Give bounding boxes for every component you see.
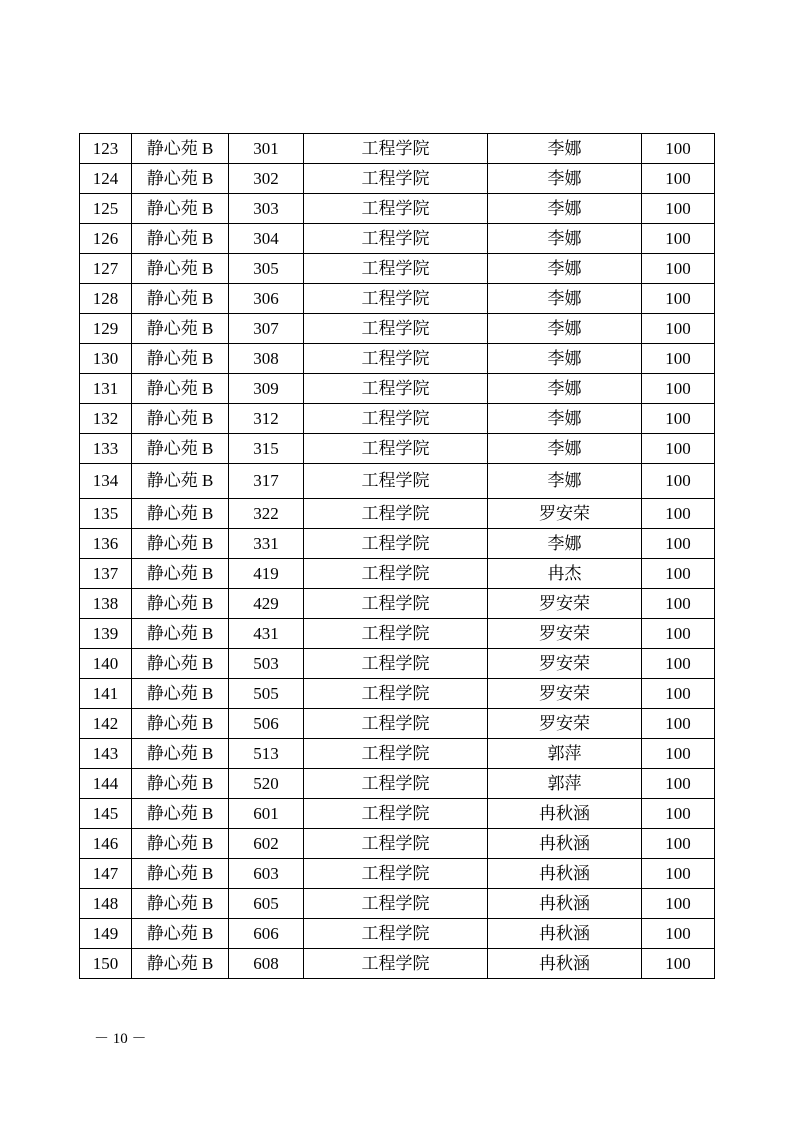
manager-cell: 李娜 <box>488 529 642 559</box>
manager-cell: 罗安荣 <box>488 709 642 739</box>
building-cell: 静心苑 B <box>132 649 229 679</box>
room-cell: 520 <box>229 769 304 799</box>
room-cell: 503 <box>229 649 304 679</box>
building-cell: 静心苑 B <box>132 949 229 979</box>
college-cell: 工程学院 <box>304 374 488 404</box>
room-cell: 317 <box>229 464 304 499</box>
manager-cell: 李娜 <box>488 284 642 314</box>
building-cell: 静心苑 B <box>132 859 229 889</box>
college-cell: 工程学院 <box>304 344 488 374</box>
row-index-cell: 139 <box>80 619 132 649</box>
manager-cell: 李娜 <box>488 404 642 434</box>
row-index-cell: 143 <box>80 739 132 769</box>
manager-cell: 冉秋涵 <box>488 859 642 889</box>
building-cell: 静心苑 B <box>132 314 229 344</box>
table-row <box>80 559 715 589</box>
table-row <box>80 919 715 949</box>
table-row <box>80 589 715 619</box>
score-cell: 100 <box>642 949 715 979</box>
table-row <box>80 859 715 889</box>
row-index-cell: 141 <box>80 679 132 709</box>
room-cell: 308 <box>229 344 304 374</box>
building-cell: 静心苑 B <box>132 224 229 254</box>
row-index-cell: 132 <box>80 404 132 434</box>
table-row <box>80 344 715 374</box>
row-index-cell: 145 <box>80 799 132 829</box>
room-cell: 303 <box>229 194 304 224</box>
table-row <box>80 949 715 979</box>
college-cell: 工程学院 <box>304 649 488 679</box>
college-cell: 工程学院 <box>304 404 488 434</box>
manager-cell: 罗安荣 <box>488 649 642 679</box>
room-cell: 331 <box>229 529 304 559</box>
college-cell: 工程学院 <box>304 589 488 619</box>
score-cell: 100 <box>642 829 715 859</box>
table-row <box>80 799 715 829</box>
room-cell: 305 <box>229 254 304 284</box>
college-cell: 工程学院 <box>304 314 488 344</box>
building-cell: 静心苑 B <box>132 374 229 404</box>
table-row <box>80 404 715 434</box>
building-cell: 静心苑 B <box>132 254 229 284</box>
table-row <box>80 889 715 919</box>
college-cell: 工程学院 <box>304 619 488 649</box>
manager-cell: 李娜 <box>488 134 642 164</box>
table-row <box>80 134 715 164</box>
college-cell: 工程学院 <box>304 709 488 739</box>
row-index-cell: 125 <box>80 194 132 224</box>
room-cell: 606 <box>229 919 304 949</box>
building-cell: 静心苑 B <box>132 559 229 589</box>
score-cell: 100 <box>642 164 715 194</box>
score-cell: 100 <box>642 529 715 559</box>
building-cell: 静心苑 B <box>132 919 229 949</box>
room-cell: 506 <box>229 709 304 739</box>
manager-cell: 冉杰 <box>488 559 642 589</box>
college-cell: 工程学院 <box>304 164 488 194</box>
college-cell: 工程学院 <box>304 434 488 464</box>
building-cell: 静心苑 B <box>132 404 229 434</box>
row-index-cell: 127 <box>80 254 132 284</box>
table-row <box>80 224 715 254</box>
college-cell: 工程学院 <box>304 679 488 709</box>
score-cell: 100 <box>642 859 715 889</box>
room-cell: 513 <box>229 739 304 769</box>
building-cell: 静心苑 B <box>132 499 229 529</box>
score-cell: 100 <box>642 134 715 164</box>
building-cell: 静心苑 B <box>132 464 229 499</box>
table-row <box>80 829 715 859</box>
score-cell: 100 <box>642 679 715 709</box>
manager-cell: 冉秋涵 <box>488 919 642 949</box>
room-cell: 429 <box>229 589 304 619</box>
score-cell: 100 <box>642 464 715 499</box>
room-cell: 322 <box>229 499 304 529</box>
dormitory-table <box>79 133 715 979</box>
building-cell: 静心苑 B <box>132 284 229 314</box>
building-cell: 静心苑 B <box>132 529 229 559</box>
room-cell: 307 <box>229 314 304 344</box>
table-row <box>80 194 715 224</box>
room-cell: 306 <box>229 284 304 314</box>
manager-cell: 李娜 <box>488 224 642 254</box>
table-row <box>80 769 715 799</box>
room-cell: 302 <box>229 164 304 194</box>
score-cell: 100 <box>642 589 715 619</box>
building-cell: 静心苑 B <box>132 709 229 739</box>
college-cell: 工程学院 <box>304 464 488 499</box>
table-row <box>80 434 715 464</box>
row-index-cell: 144 <box>80 769 132 799</box>
score-cell: 100 <box>642 709 715 739</box>
table-row <box>80 649 715 679</box>
building-cell: 静心苑 B <box>132 799 229 829</box>
row-index-cell: 142 <box>80 709 132 739</box>
building-cell: 静心苑 B <box>132 344 229 374</box>
college-cell: 工程学院 <box>304 829 488 859</box>
room-cell: 601 <box>229 799 304 829</box>
score-cell: 100 <box>642 224 715 254</box>
manager-cell: 李娜 <box>488 434 642 464</box>
manager-cell: 李娜 <box>488 464 642 499</box>
score-cell: 100 <box>642 919 715 949</box>
row-index-cell: 131 <box>80 374 132 404</box>
room-cell: 431 <box>229 619 304 649</box>
college-cell: 工程学院 <box>304 224 488 254</box>
row-index-cell: 150 <box>80 949 132 979</box>
score-cell: 100 <box>642 434 715 464</box>
row-index-cell: 147 <box>80 859 132 889</box>
college-cell: 工程学院 <box>304 499 488 529</box>
college-cell: 工程学院 <box>304 919 488 949</box>
row-index-cell: 129 <box>80 314 132 344</box>
manager-cell: 冉秋涵 <box>488 829 642 859</box>
row-index-cell: 146 <box>80 829 132 859</box>
college-cell: 工程学院 <box>304 889 488 919</box>
manager-cell: 李娜 <box>488 374 642 404</box>
score-cell: 100 <box>642 194 715 224</box>
row-index-cell: 133 <box>80 434 132 464</box>
score-cell: 100 <box>642 889 715 919</box>
building-cell: 静心苑 B <box>132 619 229 649</box>
room-cell: 309 <box>229 374 304 404</box>
page-number: － 10 － <box>94 1031 147 1047</box>
building-cell: 静心苑 B <box>132 739 229 769</box>
building-cell: 静心苑 B <box>132 434 229 464</box>
manager-cell: 罗安荣 <box>488 499 642 529</box>
row-index-cell: 149 <box>80 919 132 949</box>
table-row <box>80 254 715 284</box>
score-cell: 100 <box>642 254 715 284</box>
score-cell: 100 <box>642 314 715 344</box>
row-index-cell: 138 <box>80 589 132 619</box>
table-row <box>80 619 715 649</box>
table-row <box>80 529 715 559</box>
manager-cell: 郭萍 <box>488 769 642 799</box>
score-cell: 100 <box>642 739 715 769</box>
table-row <box>80 284 715 314</box>
room-cell: 505 <box>229 679 304 709</box>
score-cell: 100 <box>642 769 715 799</box>
college-cell: 工程学院 <box>304 769 488 799</box>
room-cell: 312 <box>229 404 304 434</box>
manager-cell: 李娜 <box>488 314 642 344</box>
score-cell: 100 <box>642 344 715 374</box>
manager-cell: 郭萍 <box>488 739 642 769</box>
row-index-cell: 137 <box>80 559 132 589</box>
room-cell: 602 <box>229 829 304 859</box>
row-index-cell: 140 <box>80 649 132 679</box>
college-cell: 工程学院 <box>304 194 488 224</box>
score-cell: 100 <box>642 284 715 314</box>
room-cell: 304 <box>229 224 304 254</box>
college-cell: 工程学院 <box>304 859 488 889</box>
room-cell: 605 <box>229 889 304 919</box>
building-cell: 静心苑 B <box>132 589 229 619</box>
table-row <box>80 314 715 344</box>
score-cell: 100 <box>642 619 715 649</box>
manager-cell: 罗安荣 <box>488 589 642 619</box>
college-cell: 工程学院 <box>304 529 488 559</box>
manager-cell: 冉秋涵 <box>488 949 642 979</box>
manager-cell: 李娜 <box>488 254 642 284</box>
row-index-cell: 134 <box>80 464 132 499</box>
college-cell: 工程学院 <box>304 284 488 314</box>
manager-cell: 冉秋涵 <box>488 799 642 829</box>
room-cell: 608 <box>229 949 304 979</box>
building-cell: 静心苑 B <box>132 829 229 859</box>
table-row <box>80 464 715 499</box>
row-index-cell: 123 <box>80 134 132 164</box>
table-row <box>80 709 715 739</box>
row-index-cell: 148 <box>80 889 132 919</box>
manager-cell: 李娜 <box>488 344 642 374</box>
building-cell: 静心苑 B <box>132 134 229 164</box>
building-cell: 静心苑 B <box>132 679 229 709</box>
college-cell: 工程学院 <box>304 254 488 284</box>
manager-cell: 罗安荣 <box>488 619 642 649</box>
table-row <box>80 499 715 529</box>
row-index-cell: 136 <box>80 529 132 559</box>
table-row <box>80 374 715 404</box>
manager-cell: 李娜 <box>488 194 642 224</box>
manager-cell: 罗安荣 <box>488 679 642 709</box>
table-row <box>80 739 715 769</box>
manager-cell: 冉秋涵 <box>488 889 642 919</box>
college-cell: 工程学院 <box>304 739 488 769</box>
room-cell: 315 <box>229 434 304 464</box>
room-cell: 603 <box>229 859 304 889</box>
row-index-cell: 128 <box>80 284 132 314</box>
row-index-cell: 135 <box>80 499 132 529</box>
score-cell: 100 <box>642 799 715 829</box>
score-cell: 100 <box>642 374 715 404</box>
table-row <box>80 679 715 709</box>
score-cell: 100 <box>642 499 715 529</box>
building-cell: 静心苑 B <box>132 164 229 194</box>
college-cell: 工程学院 <box>304 799 488 829</box>
table-body <box>80 134 715 979</box>
college-cell: 工程学院 <box>304 949 488 979</box>
row-index-cell: 124 <box>80 164 132 194</box>
building-cell: 静心苑 B <box>132 194 229 224</box>
building-cell: 静心苑 B <box>132 769 229 799</box>
room-cell: 301 <box>229 134 304 164</box>
row-index-cell: 130 <box>80 344 132 374</box>
score-cell: 100 <box>642 559 715 589</box>
manager-cell: 李娜 <box>488 164 642 194</box>
college-cell: 工程学院 <box>304 559 488 589</box>
building-cell: 静心苑 B <box>132 889 229 919</box>
table-row <box>80 164 715 194</box>
score-cell: 100 <box>642 404 715 434</box>
score-cell: 100 <box>642 649 715 679</box>
room-cell: 419 <box>229 559 304 589</box>
row-index-cell: 126 <box>80 224 132 254</box>
college-cell: 工程学院 <box>304 134 488 164</box>
